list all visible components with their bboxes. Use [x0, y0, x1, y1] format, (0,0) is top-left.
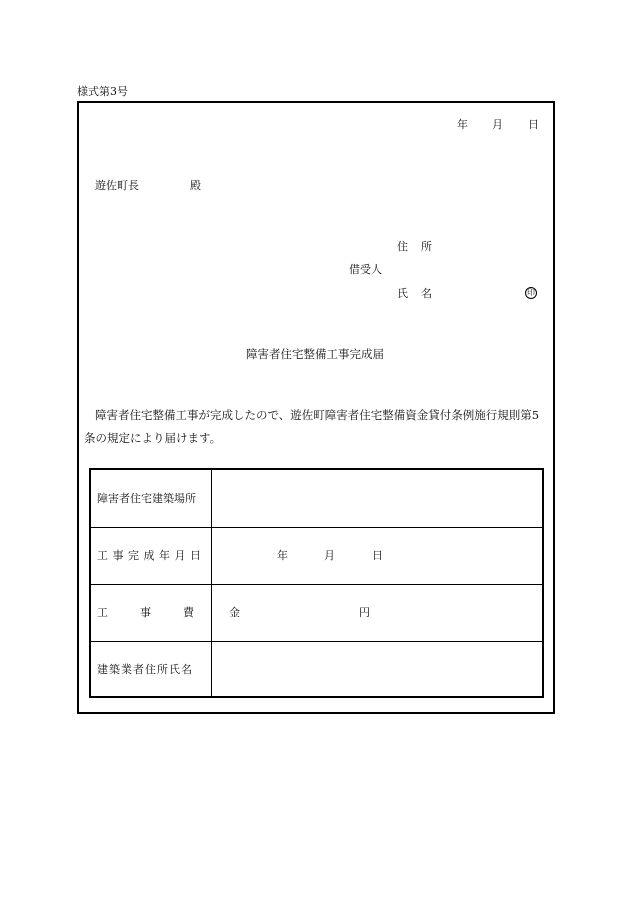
- completion-month-label: 月: [324, 549, 335, 562]
- completion-year-label: 年: [277, 549, 288, 562]
- date-year-label: 年: [457, 118, 468, 131]
- table-row-divider: [91, 527, 542, 528]
- body-line-1: 障害者住宅整備工事が完成したので、遊佐町障害者住宅整備資金貸付条例施行規則第5: [95, 408, 540, 422]
- row-label-construction-cost: 工事費: [97, 606, 226, 619]
- addressee-honorific: 殿: [190, 179, 201, 192]
- applicant-role-label: 借受人: [349, 263, 382, 276]
- document-title: 障害者住宅整備工事完成届: [246, 347, 384, 361]
- row-label-completion-date: 工事完成年月日: [97, 549, 206, 562]
- details-table: [89, 468, 544, 698]
- date-month-label: 月: [492, 118, 503, 131]
- date-day-label: 日: [528, 118, 539, 131]
- form-number: 様式第3号: [77, 85, 128, 98]
- body-line-2: 条の規定により届けます。: [84, 431, 222, 445]
- seal-mark-icon: 印: [527, 288, 535, 297]
- cost-suffix: 円: [359, 606, 370, 619]
- row-label-builder-name: 建築業者住所氏名: [97, 663, 193, 676]
- table-row-divider: [91, 641, 542, 642]
- applicant-name-label: 氏 名: [397, 287, 433, 300]
- addressee-name: 遊佐町長: [95, 179, 139, 192]
- table-column-divider: [211, 470, 212, 696]
- row-label-construction-site: 障害者住宅建築場所: [97, 492, 196, 505]
- applicant-address-label: 住 所: [397, 240, 433, 253]
- table-row-divider: [91, 584, 542, 585]
- completion-day-label: 日: [372, 549, 383, 562]
- cost-prefix: 金: [229, 606, 240, 619]
